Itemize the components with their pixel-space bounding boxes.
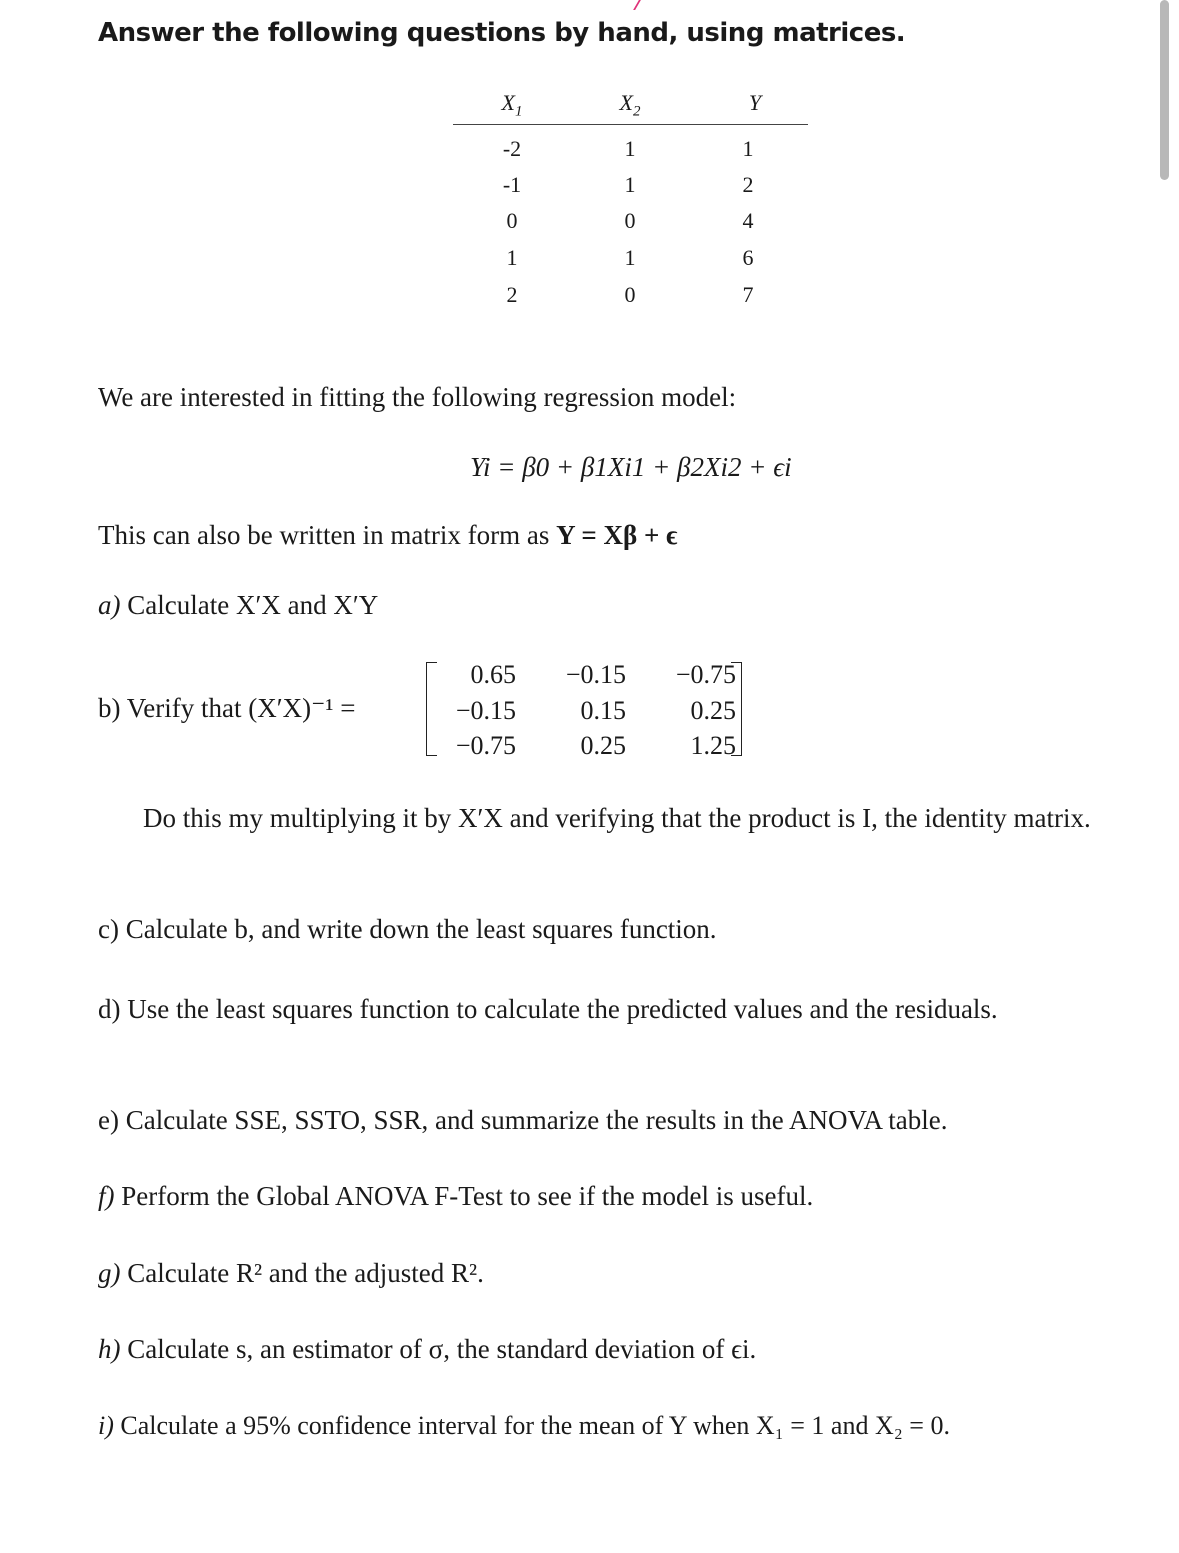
question-label: h) [98,1334,121,1364]
intro-text: We are interested in fitting the following regression model: [98,382,737,412]
matrix-cell: 0.65 [470,660,516,689]
question-f [98,1181,813,1212]
matrix-cell: 0.25 [690,696,736,725]
question-text: Calculate a 95% confidence interval for the mean of Y when X₁ = 1 and X₂ = 0. [120,1411,950,1440]
matrix-form-line [98,520,678,551]
question-d [98,990,1078,1029]
table-cell: 0 [624,282,636,307]
matrix-cell: −0.15 [455,696,516,725]
question-label: d) [98,994,121,1024]
page-title: Answer the following questions by hand, using matrices. [98,18,906,48]
question-b [98,693,355,724]
question-label: c) [98,914,119,944]
table-cell: 1 [742,136,754,161]
matrix-cell: −0.75 [455,731,516,760]
column-header: Y [748,90,762,115]
question-label: b) [98,693,121,723]
matrix-cell: 0.15 [580,696,626,725]
table-cell: 6 [742,245,754,270]
question-g [98,1258,484,1289]
question-text: Calculate s, an estimator of σ, the standard deviation of ϵi. [127,1334,757,1364]
table-rule [453,124,808,125]
table-cell: 1 [624,245,636,270]
column-header: $X_2$ [619,90,641,120]
matrix-form-equation: Y = Xβ + ϵ [556,520,678,550]
matrix-cell: −0.15 [565,660,626,689]
question-label: a) [98,590,121,620]
question-i [98,1411,950,1441]
question-label: e) [98,1105,119,1135]
question-text: Calculate SSE, SSTO, SSR, and summarize the results in the ANOVA table. [125,1105,948,1135]
table-cell: 0 [624,208,636,233]
table-cell: -1 [502,172,522,197]
question-e [98,1105,947,1136]
table-cell: 2 [506,282,518,307]
question-h [98,1334,756,1365]
question-text: Calculate b, and write down the least squares function. [125,914,717,944]
question-label: i) [98,1411,114,1440]
matrix-cell: −0.75 [675,660,736,689]
question-label: f) [98,1181,115,1211]
question-label: g) [98,1258,121,1288]
table-cell: 7 [742,282,754,307]
matrix-cell: 1.25 [690,731,736,760]
table-cell: 1 [506,245,518,270]
table-cell: 1 [624,172,636,197]
question-text: Verify that (X′X)⁻¹ = [126,693,356,723]
question-b-note: Do this my multiplying it by X′X and verifying that the product is I, the identity matrix. [143,803,1091,833]
matrix-form-text: This can also be written in matrix form as [98,520,550,550]
question-text: Use the least squares function to calculate the predicted values and the residuals. [127,994,998,1024]
table-cell: 0 [506,208,518,233]
pen-mark [621,0,641,10]
question-text: Calculate R² and the adjusted R². [127,1258,484,1288]
question-c [98,914,717,945]
question-a [98,590,378,621]
scrollbar[interactable] [1160,0,1169,180]
question-text: Calculate X′X and X′Y [127,590,379,620]
table-cell: 2 [742,172,754,197]
column-header: $X_1$ [501,90,523,120]
table-cell: 4 [742,208,754,233]
model-equation: Yi = β0 + β1Xi1 + β2Xi2 + ϵi [470,452,792,482]
table-cell: -2 [502,136,522,161]
table-cell: 1 [624,136,636,161]
matrix-cell: 0.25 [580,731,626,760]
question-text: Perform the Global ANOVA F-Test to see if the model is useful. [121,1181,814,1211]
